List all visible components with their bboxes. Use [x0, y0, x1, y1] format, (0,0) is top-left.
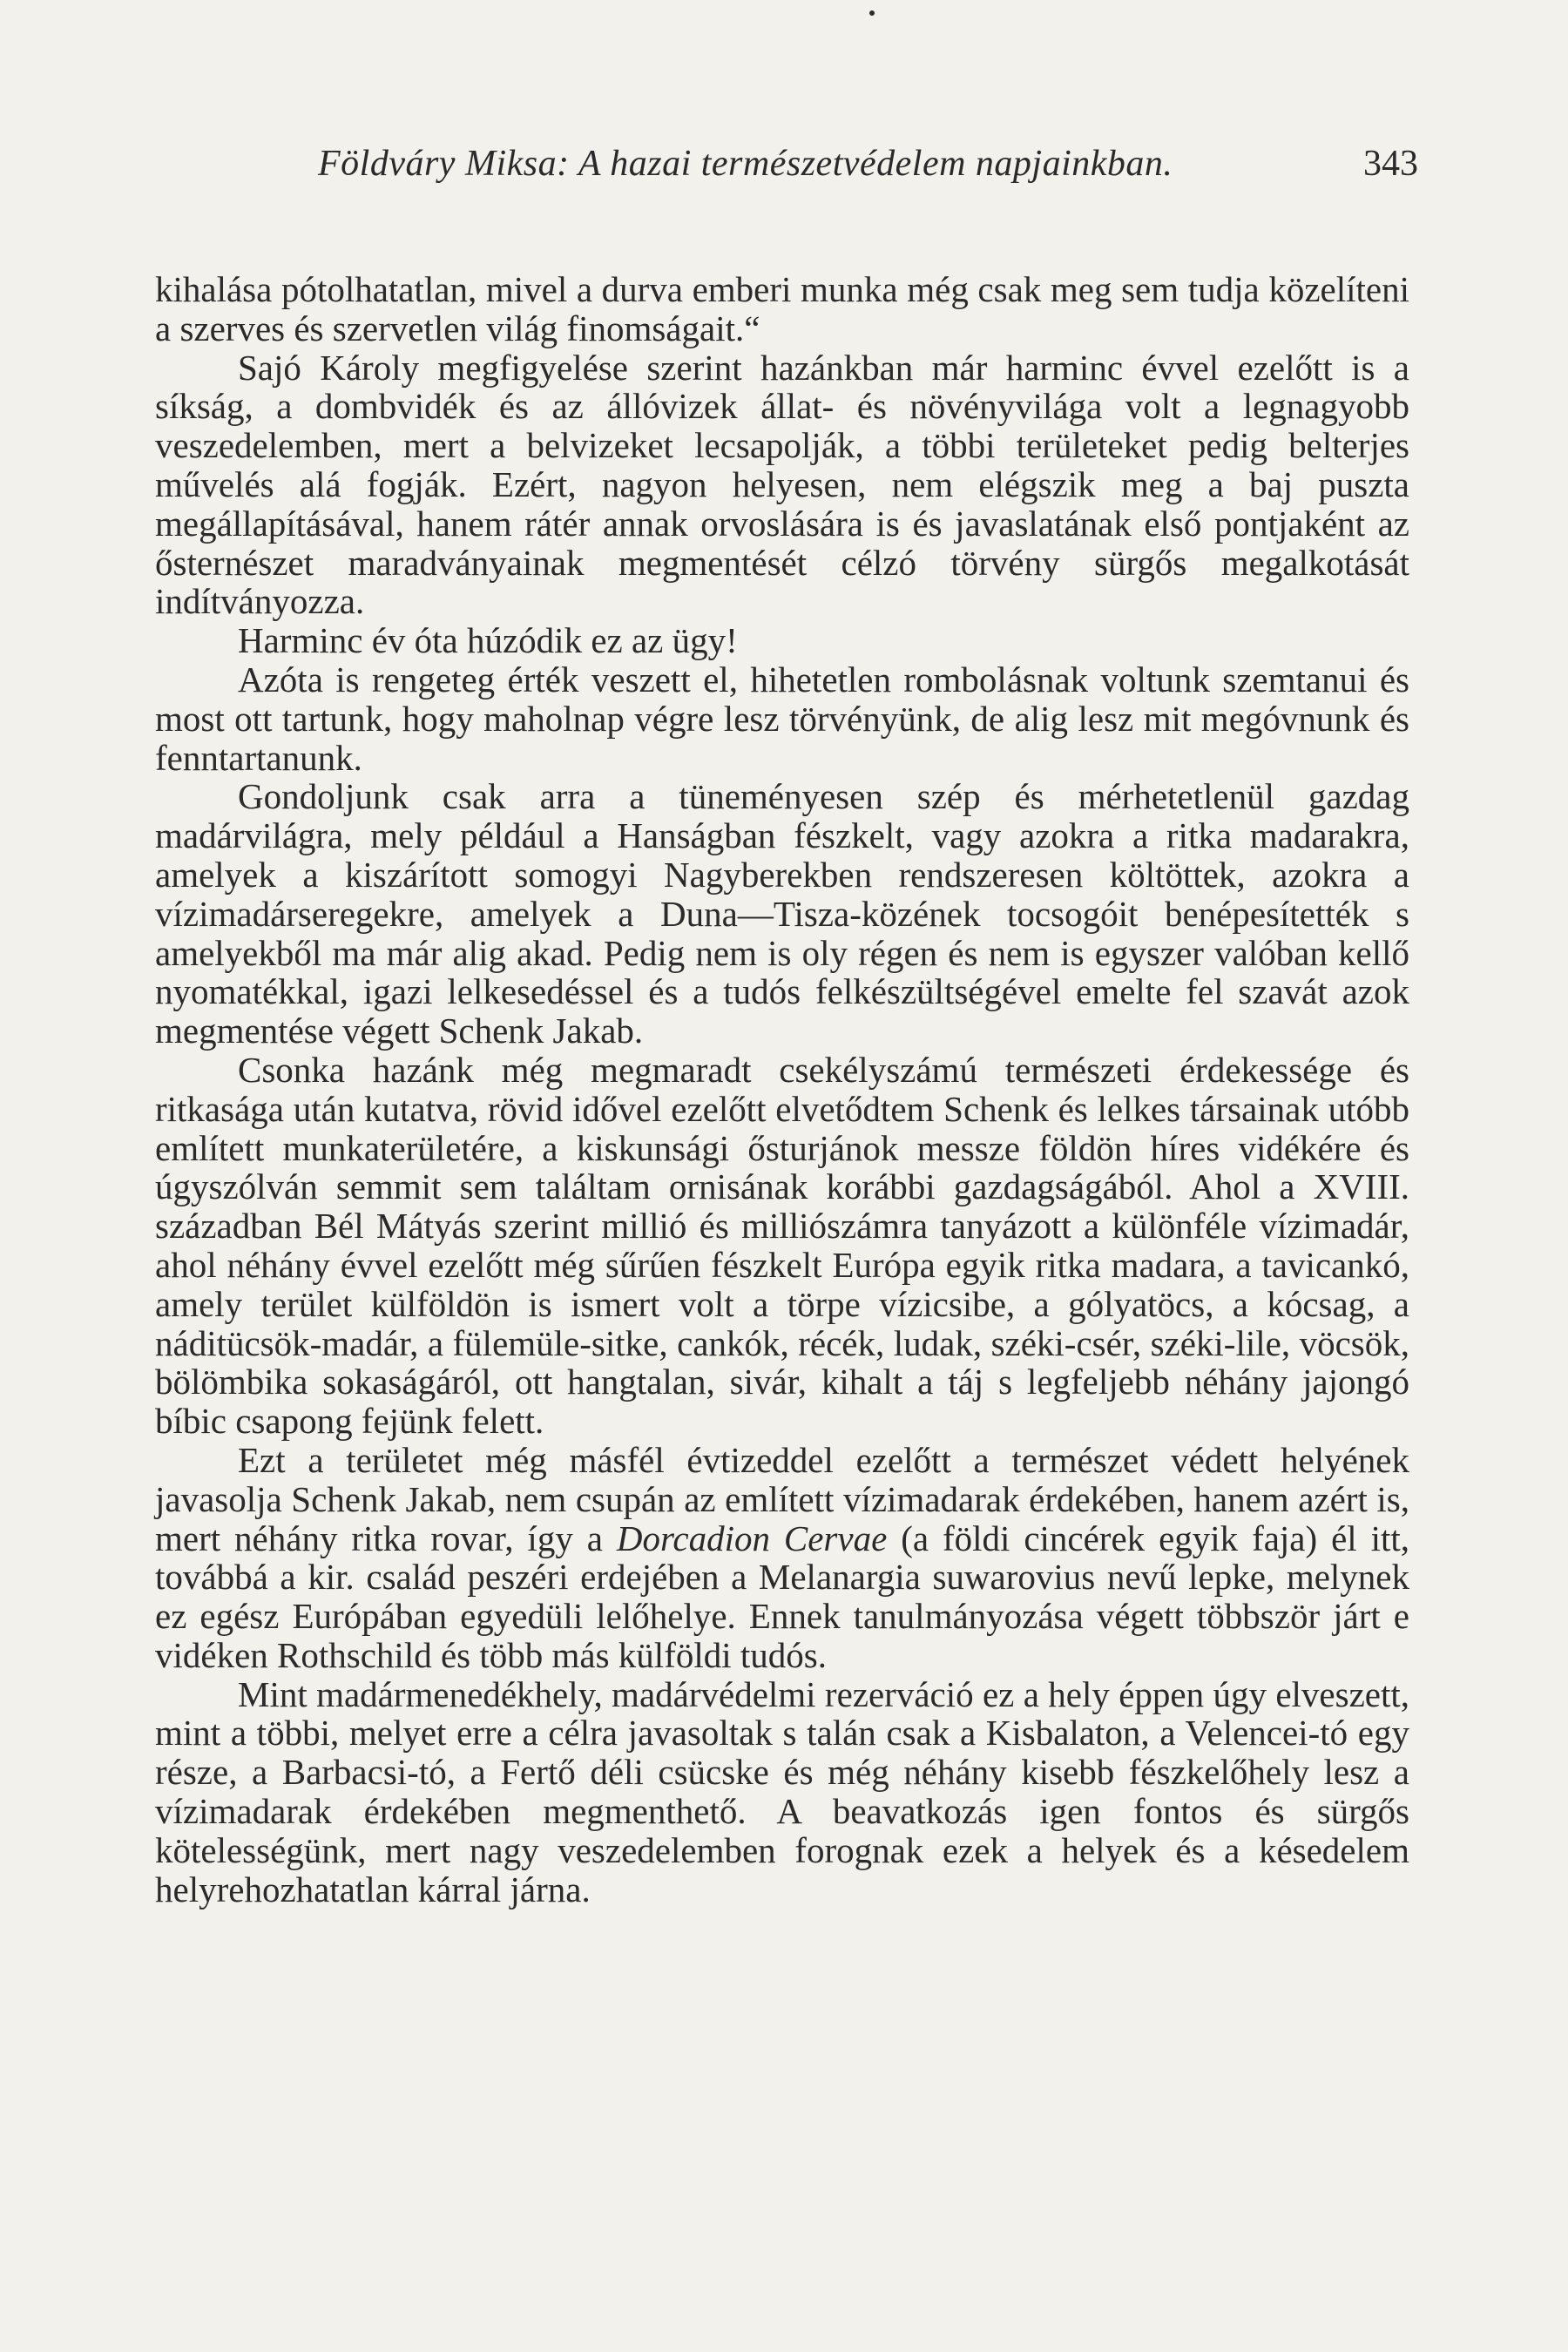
body-text — [155, 270, 1409, 1909]
paragraph-7 — [155, 1441, 1409, 1675]
species-name-italic: Dorcadion Cervae — [616, 1517, 888, 1558]
paragraph-8: Mint madármenedékhely, madárvédelmi rezerváció ez a hely éppen úgy elveszett, mint a többi, melyet erre a célra javasoltak s talán csak a Kisbalaton, a Velencei-tó egy része, a Barbacsi-tó, a Fertő déli csücske és még néhány kisebb fészkelőhely lesz a vízimadarak érdekében megmenthető. A beavatkozás igen fontos és sürgős kötelességünk, mert nagy veszedelemben forognak ezek a helyek és a késedelem helyrehozhatatlan kárral járna. — [155, 1673, 1409, 1909]
paragraph-1: kihalása pótolhatatlan, mivel a durva emberi munka még csak meg sem tudja közelíteni a szerves és szervetlen világ finomságait.“ — [155, 269, 1409, 348]
paragraph-6: Csonka hazánk még megmaradt csekélyszámú természeti érdekessége és ritkasága után kutatva, rövid idővel ezelőtt elvetődtem Schenk és lelkes társainak utóbb említett munkaterületére, a kiskunsági ősturjánok messze földön híres vidékére és úgyszólván semmit sem találtam ornisának korábbi gazdagságából. Ahol a XVIII. században Bél Mátyás szerint millió és milliószámra tanyázott a különféle vízimadár, ahol néhány évvel ezelőtt még sűrűen fészkelt Európa egyik ritka madara, a tavicankó, amely terület külföldön is ismert volt a törpe vízicsibe, a gólyatöcs, a kócsag, a náditücsök-madár, a fülemüle-sitke, cankók, récék, ludak, széki-csér, széki-lile, vöcsök, bölömbika sokaságáról, ott hangtalan, sivár, kihalt a táj s legfeljebb néhány jajongó bíbic csapong fejünk felett. — [155, 1049, 1409, 1442]
paragraph-7-end: (a földi cincérek egyik faja) él itt, továbbá a kir. család peszéri erdejében a Melanargia suwarovius nevű lepke, melynek ez egész Európában egyedüli lelőhelye. Ennek tanulmányozása végett többször járt e vidéken Rothschild és több más külföldi tudós. — [155, 1517, 1409, 1675]
print-mark — [869, 10, 875, 16]
running-header-title: Földváry Miksa: A hazai természetvédelem napjainkban. — [318, 144, 1173, 184]
paragraph-5: Gondoljunk csak arra a tüneményesen szép és mérhetetlenül gazdag madárvilágra, mely például a Hanságban fészkelt, vagy azokra a ritka madarakra, amelyek a kiszárított somogyi Nagyberekben rendszeresen költöttek, azokra a vízimadárseregekre, amelyek a Duna—Tisza-közének tocsogóit benépesítették s amelyekből ma már alig akad. Pedig nem is oly régen és nem is egyszer valóban kellő nyomatékkal, igazi lelkesedéssel és a tudós felkészültségével emelte fel szavát azok megmentése végett Schenk Jakab. — [155, 776, 1409, 1051]
paragraph-2: Sajó Károly megfigyelése szerint hazánkban már harminc évvel ezelőtt is a síkság, a dombvidék és az állóvizek állat- és növényvilága volt a legnagyobb veszedelemben, mert a belvizeket lecsapolják, a többi területeket pedig belterjes művelés alá fogják. Ezért, nagyon helyesen, nem elégszik meg a baj puszta megállapításával, hanem rátér annak orvoslására is és javaslatának első pontjaként az ősternészet maradványainak megmentését célzó törvény sürgős megalkotását indítványozza. — [155, 347, 1409, 622]
paragraph-7-start: Ezt a területet még másfél évtizeddel ezelőtt a természet védett helyének javasolja Schenk Jakab, nem csupán az említett vízimadarak érdekében, hanem azért is, mert néhány ritka rovar, így a — [155, 1439, 1409, 1558]
paragraph-3: Harminc év óta húzódik ez az ügy! — [238, 620, 738, 661]
page-number: 343 — [1363, 144, 1418, 184]
paragraph-4: Azóta is rengeteg érték veszett el, hihetetlen rombolásnak voltunk szemtanui és most ott tartunk, hogy maholnap végre lesz törvényünk, de alig lesz mit megóvnunk és fenntartanunk. — [155, 659, 1409, 778]
